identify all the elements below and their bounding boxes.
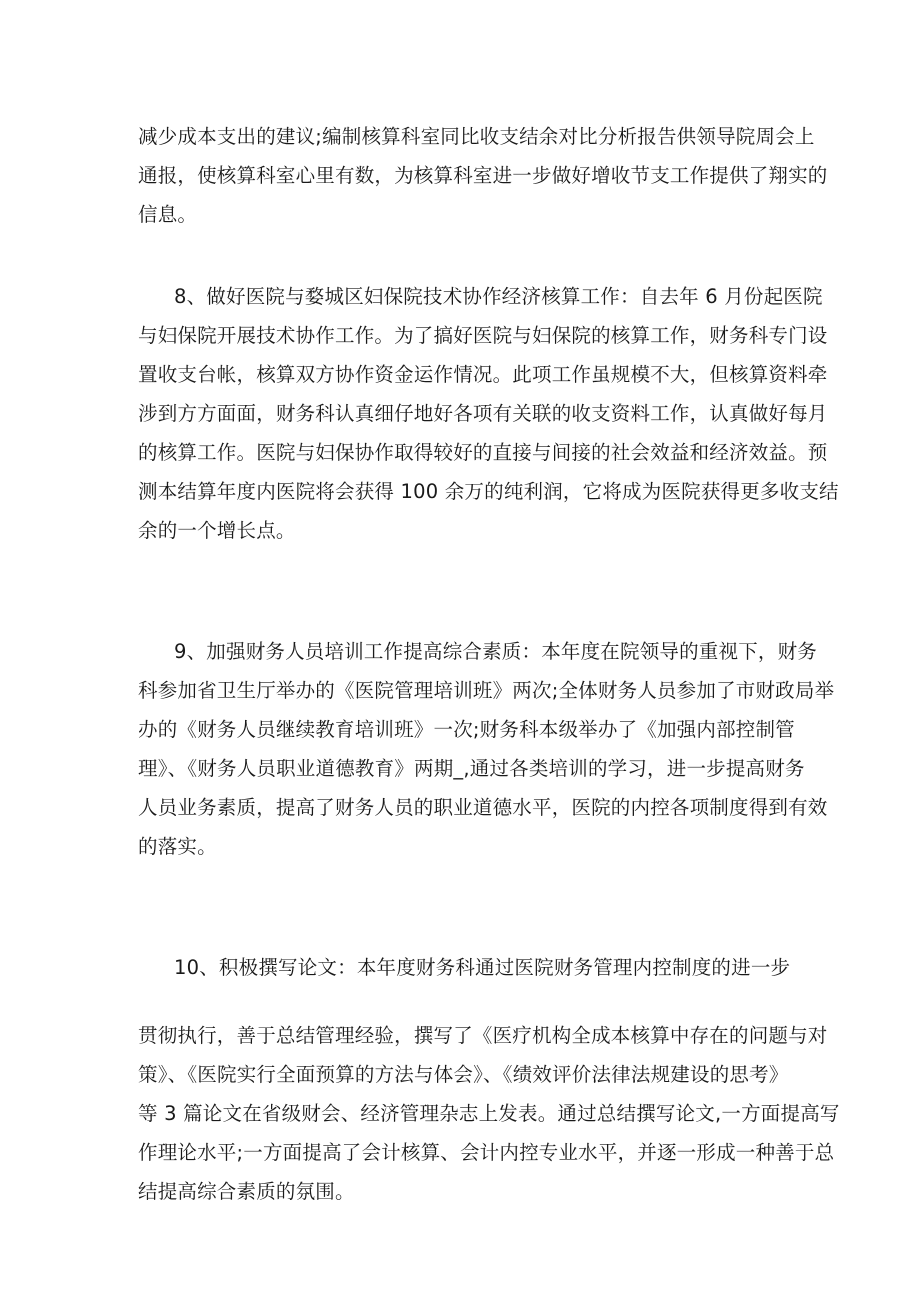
text-line: 减少成本支出的建议;编制核算科室同比收支结余对比分析报告供领导院周会上 (138, 125, 815, 148)
text-line: 9、加强财务人员培训工作提高综合素质：本年度在院领导的重视下，财务 (174, 640, 818, 663)
paragraph-item-9 (138, 632, 835, 866)
paragraph-item-10-heading (138, 948, 791, 987)
text-line: 通报，使核算科室心里有数，为核算科室进一步做好增收节支工作提供了翔实的 (138, 164, 828, 187)
text-line: 策》、《医院实行全面预算的方法与体会》、《绩效评价法律法规建设的思考》 (138, 1063, 789, 1086)
text-line: 科参加省卫生厅举办的《医院管理培训班》两次;全体财务人员参加了市财政局举 (138, 679, 835, 702)
text-line: 作理论水平;一方面提高了会计核算、会计内控专业水平，并逐一形成一种善于总 (138, 1141, 835, 1164)
paragraph-item-8 (138, 277, 839, 550)
text-line: 贯彻执行，善于总结管理经验，撰写了《医疗机构全成本核算中存在的问题与对 (138, 1024, 828, 1047)
text-line: 余的一个增长点。 (138, 519, 296, 542)
text-line: 的核算工作。医院与妇保协作取得较好的直接与间接的社会效益和经济效益。预 (138, 441, 828, 464)
text-line: 办的《财务人员继续教育培训班》一次;财务科本级举办了《加强内部控制管 (138, 718, 795, 741)
text-line: 测本结算年度内医院将会获得 100 余万的纯利润，它将成为医院获得更多收支结 (138, 480, 839, 503)
text-line: 置收支台帐，核算双方协作资金运作情况。此项工作虽规模不大，但核算资料牵 (138, 363, 828, 386)
text-line: 人员业务素质，提高了财务人员的职业道德水平，医院的内控各项制度得到有效 (138, 796, 828, 819)
text-line: 10、积极撰写论文：本年度财务科通过医院财务管理内控制度的进一步 (174, 956, 791, 979)
text-line: 8、做好医院与婺城区妇保院技术协作经济核算工作：自去年 6 月份起医院 (174, 285, 823, 308)
text-line: 结提高综合素质的氛围。 (138, 1180, 355, 1203)
text-line: 等 3 篇论文在省级财会、经济管理杂志上发表。通过总结撰写论文,一方面提高写 (138, 1102, 840, 1125)
text-line: 的落实。 (138, 835, 217, 858)
paragraph-item-10-body (138, 1016, 840, 1211)
text-line: 涉到方方面面，财务科认真细仔地好各项有关联的收支资料工作，认真做好每月 (138, 402, 828, 425)
text-line: 理》、《财务人员职业道德教育》两期_,通过各类培训的学习，进一步提高财务 (138, 757, 805, 780)
paragraph-cost-reduction (138, 117, 828, 234)
text-line: 信息。 (138, 203, 198, 226)
text-line: 与妇保院开展技术协作工作。为了搞好医院与妇保院的核算工作，财务科专门设 (138, 324, 828, 347)
